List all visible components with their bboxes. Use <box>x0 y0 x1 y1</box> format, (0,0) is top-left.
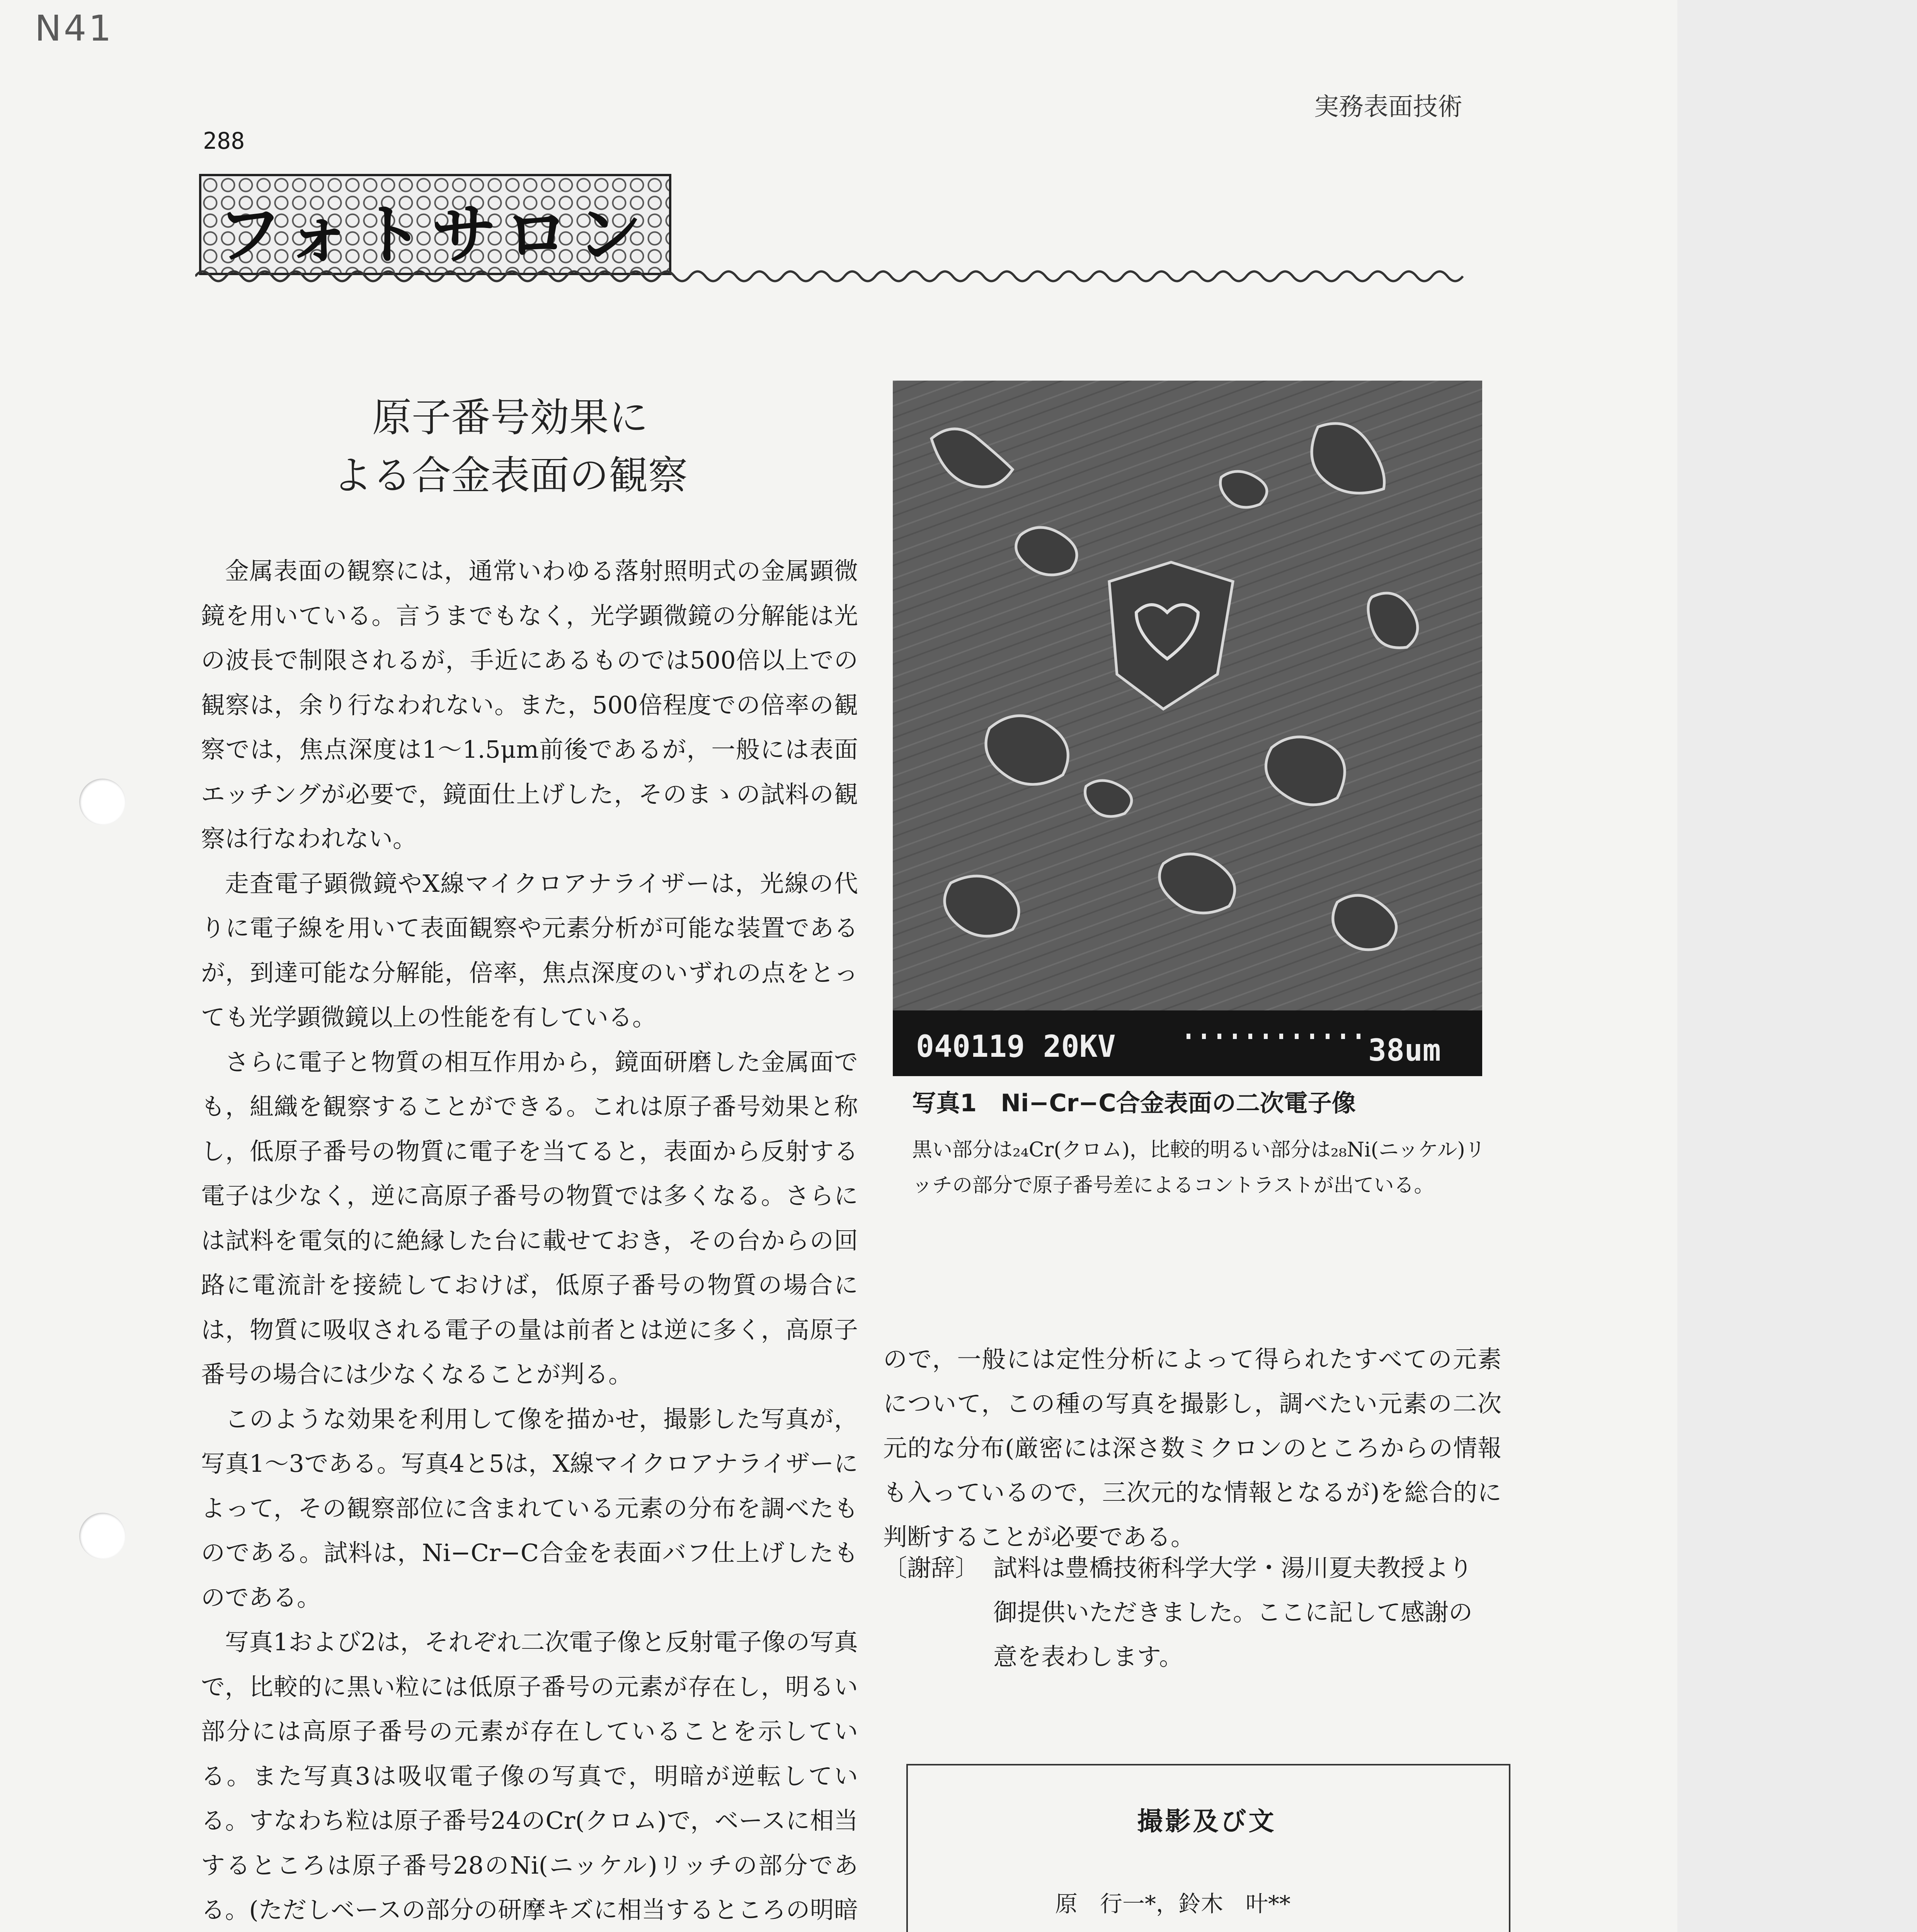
acknowledgement-label: 〔謝辞〕 <box>883 1554 979 1582</box>
article-title-line-1: 原子番号効果に <box>372 395 648 441</box>
body-paragraph: 走査電子顕微鏡やX線マイクロアナライザーは，光線の代りに電子線を用いて表面観察や元素分析が可能な装置であるが，到達可能な分解能，倍率，焦点深度のいずれの点をとっても光学顕微鏡以上の性能を有している。 <box>201 869 858 1031</box>
body-paragraph: さらに電子と物質の相互作用から，鏡面研磨した金属面でも，組織を観察することができる。これは原子番号効果と称し，低原子番号の物質に電子を当てると，表面から反射する電子は少なく，逆に高原子番号の物質では多くなる。さらには試料を電気的に絶縁した台に載せておき，その台からの回路に電流計を接続しておけば，低原子番号の物質の場合には，物質に吸収される電子の量は前者とは逆に多く，高原子番号の場合には少なくなることが判る。 <box>201 1048 858 1388</box>
credits-company <box>958 1928 1205 1932</box>
body-paragraph: 金属表面の観察には，通常いわゆる落射照明式の金属顕微鏡を用いている。言うまでもなく，光学顕微鏡の分解能は光の波長で制限されるが，手近にあるものでは500倍以上での観察は，余り行なわれない。また，500倍程度での倍率の観察では，焦点深度は1〜1.5μm前後であるが，一般には表面エッチングが必要で，鏡面仕上げした，そのまゝの試料の観察は行なわれない。 <box>201 557 858 853</box>
body-paragraph: 写真1および2は，それぞれ二次電子像と反射電子像の写真で，比較的に黒い粒には低原子番号の元素が存在し，明るい部分には高原子番号の元素が存在していることを示している。また写真3は吸収電子像の写真で，明暗が逆転している。すなわち粒は原子番号24のCr(クロム)で，ベースに相当するところは原子番号28のNi(ニッケル)リッチの部分である。(ただしベースの部分の研摩キズに相当するところの明暗 <box>201 1628 858 1924</box>
body-paragraph: このような効果を利用して像を描かせ，撮影した写真が，写真1〜3である。写真4と5は，X線マイクロアナライザーによって，その観察部位に含まれている元素の分布を調べたものである。試料は，Ni−Cr−C合金を表面バフ仕上げしたものである。 <box>201 1405 858 1612</box>
journal-name: 実務表面技術 <box>1314 93 1462 121</box>
credits-authors: 原 行一*，鈴木 叶** <box>1055 1891 1291 1917</box>
micrograph-scale-label: 38um <box>1368 1033 1441 1068</box>
micrograph-image <box>893 381 1482 1076</box>
photo-caption-title: 写真1 Ni−Cr−C合金表面の二次電子像 <box>912 1089 1356 1117</box>
body-left-column <box>201 549 858 1932</box>
right-margin-shade <box>1677 0 1917 1932</box>
binder-hole <box>79 1513 126 1559</box>
page-number: 288 <box>203 128 245 155</box>
micrograph-code-label: 040119 20KV <box>916 1029 1116 1064</box>
credits-heading: 撮影及び文 <box>1137 1806 1277 1836</box>
acknowledgement-text: 試料は豊橋技術科学大学・湯川夏夫教授より御提供いただきました。ここに記して感謝の意を表わします。 <box>993 1554 1473 1671</box>
article-title-line-2: よる合金表面の観察 <box>333 453 688 499</box>
body-right-column <box>883 1337 1502 1559</box>
banner-label: フォトサロン <box>216 197 649 273</box>
photo-caption-text: 黒い部分は₂₄Cr(クロム)，比較的明るい部分は₂₈Ni(ニッケル)リッチの部分で原子番号差によるコントラストが出ている。 <box>912 1138 1485 1197</box>
binder-hole <box>79 779 126 825</box>
body-paragraph-continued: ので，一般には定性分析によって得られたすべての元素について，この種の写真を撮影し，調べたい元素の二次元的な分布(厳密には深さ数ミクロンのところからの情報も入っているので，三次元的な情報となるが)を総合的に判断することが必要である。 <box>883 1345 1502 1551</box>
sem-micrograph <box>893 381 1482 1076</box>
decorative-chain-border <box>195 267 1467 286</box>
handwritten-note: N41 <box>35 8 114 49</box>
